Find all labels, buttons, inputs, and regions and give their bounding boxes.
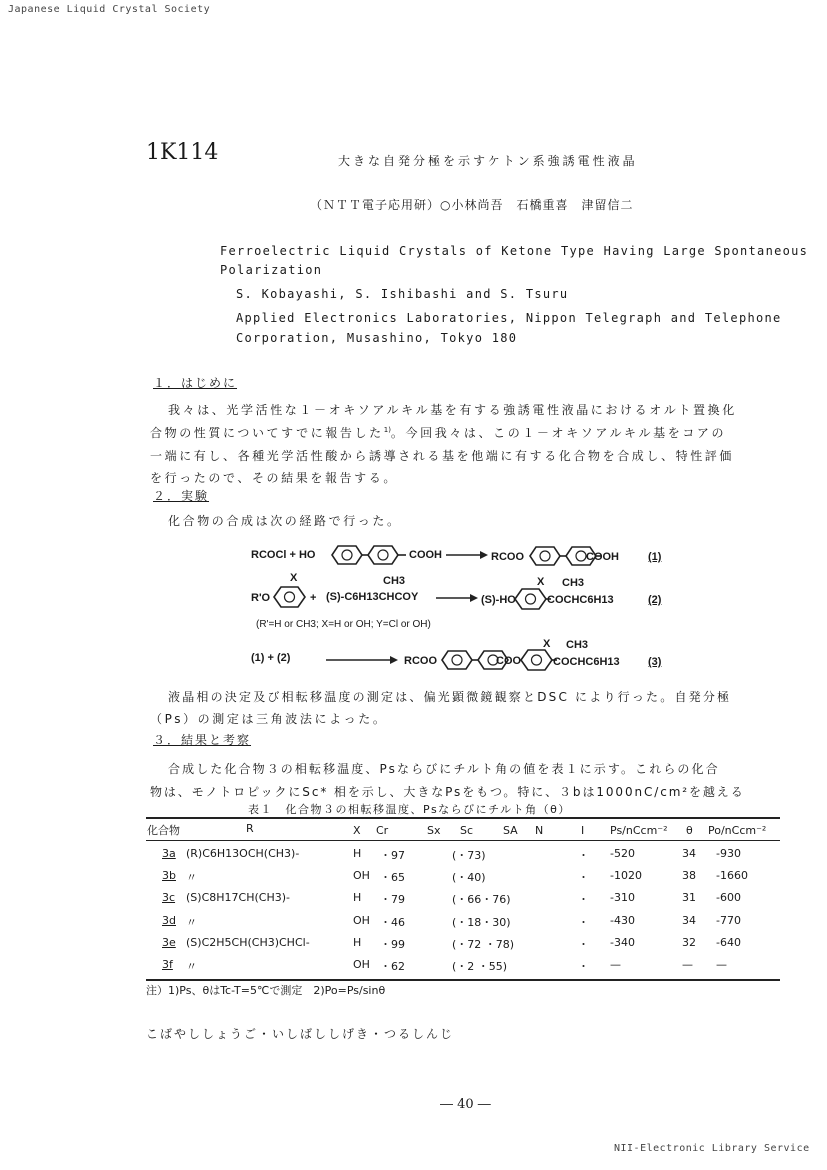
arrow-3 (326, 654, 398, 666)
cell-theta: 34 (682, 913, 696, 927)
r2-note: (R'=H or CH3; X=H or OH; Y=Cl or OH) (256, 619, 431, 630)
cell-r: (S)C8H17CH(CH3)- (186, 891, 290, 905)
society-header: Japanese Liquid Crystal Society (8, 4, 211, 15)
cell-cr: ・97 (380, 849, 405, 862)
r3-prod-mid: COO (496, 655, 522, 667)
s1-line3: 一端に有し、各種光学活性酸から誘導される基を他端に有する化合物を合成し、特性評価 (150, 449, 735, 463)
cell-po: -640 (716, 935, 741, 949)
phenyl-r2-prod (513, 587, 551, 611)
author-reading: こばやししょうご・いしばししげき・つるしんじ (146, 1027, 455, 1041)
s2-after-line2: （Ps）の測定は三角波法によった。 (150, 712, 388, 726)
r1-product-a: RCOO (491, 551, 524, 563)
compound-3-label: (3) (648, 656, 662, 668)
cell-ps: -430 (610, 913, 635, 927)
title-ja: 大きな自発分極を示すケトン系強誘電性液晶 (338, 154, 638, 168)
s2-after-line1: 液晶相の決定及び相転移温度の測定は、偏光顕微鏡観察とDSC により行った。自発分極 (168, 690, 732, 704)
th-theta: θ (686, 824, 693, 837)
th-ps: Ps/nCcm⁻² (610, 824, 668, 837)
paper-id: 1K114 (146, 140, 219, 165)
cell-x: OH (353, 958, 370, 971)
cell-ps: -340 (610, 935, 635, 949)
section3-heading: ３．結果と考察 (153, 733, 252, 747)
authors-en: S. Kobayashi, S. Ishibashi and S. Tsuru (236, 287, 569, 301)
r2-plus: + (310, 592, 317, 604)
table-caption: 表１ 化合物３の相転移温度、Psならびにチルト角（θ） (248, 803, 571, 816)
library-footer: NII-Electronic Library Service (614, 1143, 810, 1154)
s3-line1: 合成した化合物３の相転移温度、Psならびにチルト角の値を表１に示す。これらの化合 (168, 762, 720, 776)
s1-line2-tail: 。今回我々は、この１－オキソアルキル基をコアの (390, 426, 727, 440)
cell-id: 3b (162, 869, 176, 883)
section2-heading: ２．実験 (153, 489, 210, 503)
th-x: X (353, 824, 361, 837)
cell-theta: 31 (682, 891, 696, 905)
cell-theta: 34 (682, 847, 696, 860)
cell-phases: (・72 ・78) (452, 937, 515, 951)
r2-ch3: CH3 (383, 575, 406, 587)
cell-po: -600 (716, 891, 741, 905)
r2-reagent: (S)-C6H13CHCOY (326, 591, 419, 603)
cell-phases: (・66・76) (452, 893, 511, 907)
affiliation-authors: （ＮＴＴ電子応用研）○小林尚吾 石橋重喜 津留信二 (310, 198, 634, 212)
cell-ps: -520 (610, 847, 635, 860)
cell-cr: ・62 (380, 960, 405, 973)
r1-left: RCOCl + HO (251, 549, 316, 561)
cell-cr: ・65 (380, 871, 405, 885)
cell-po: — (716, 958, 727, 971)
r3-prod-b: COCHC6H13 (553, 656, 620, 668)
cell-id: 3f (162, 958, 173, 971)
r3-ch3: CH3 (566, 639, 589, 651)
cell-id: 3a (162, 847, 176, 860)
cell-theta: 38 (682, 869, 696, 883)
arrow-1 (446, 549, 488, 561)
cell-theta: 32 (682, 935, 696, 949)
r2-prod-ch3: CH3 (562, 577, 585, 589)
th-sa: SA (503, 824, 518, 837)
cell-i: ・ (578, 960, 589, 973)
r1-product-b: COOH (586, 551, 619, 563)
th-n: N (535, 824, 544, 837)
page-number: ― 40 ― (440, 1097, 491, 1112)
table-header-rule (146, 840, 780, 841)
cell-i: ・ (578, 849, 589, 862)
th-i: I (581, 824, 585, 837)
cell-phases: (・2 ・55) (452, 960, 508, 973)
cell-x: H (353, 847, 362, 860)
cell-x: OH (353, 913, 370, 927)
cell-phases: (・73) (452, 849, 486, 862)
cell-ps: — (610, 958, 621, 971)
cell-r: (S)C2H5CH(CH3)CHCl- (186, 935, 310, 949)
r3-x: X (543, 638, 551, 650)
cell-r: 〃 (186, 960, 197, 973)
th-sc: Sc (460, 824, 474, 837)
table-note: 注）1)Ps、θはTc-T=5℃で測定 2)Po=Ps/sinθ (146, 984, 386, 997)
s1-line2 (150, 424, 726, 441)
cell-r: (R)C6H13OCH(CH3)- (186, 847, 300, 860)
cell-id: 3c (162, 891, 176, 905)
cell-ps: -1020 (610, 869, 642, 883)
compound-1-label: (1) (648, 551, 662, 563)
th-cr: Cr (376, 824, 389, 837)
th-po: Po/nCcm⁻² (708, 824, 767, 837)
cell-i: ・ (578, 915, 589, 929)
phenyl-r2 (272, 585, 308, 609)
cell-ps: -310 (610, 891, 635, 905)
s1-line2-text: 合物の性質についてすでに報告した (150, 426, 384, 440)
s1-line4: を行ったので、その結果を報告する。 (150, 471, 398, 485)
r1-cooh: COOH (409, 549, 442, 561)
cell-x: H (353, 935, 362, 949)
table-top-rule (146, 817, 780, 819)
affil-en-line2: Corporation, Musashino, Tokyo 180 (236, 331, 518, 345)
cell-x: H (353, 891, 362, 905)
biphenyl-1 (328, 544, 408, 566)
cell-cr: ・99 (380, 937, 405, 951)
r2-prod-b: COCHC6H13 (547, 594, 614, 606)
cell-i: ・ (578, 937, 589, 951)
cell-po: -1660 (716, 869, 748, 883)
cell-cr: ・46 (380, 915, 405, 929)
affil-en-line1: Applied Electronics Laboratories, Nippon Telegraph and Telephone (236, 311, 782, 325)
r2-left: R'O (251, 592, 271, 604)
cell-x: OH (353, 869, 370, 883)
cell-po: -930 (716, 847, 741, 860)
compound-2-label: (2) (648, 594, 662, 606)
title-en-line1: Ferroelectric Liquid Crystals of Ketone Type Having Large Spontaneous (220, 244, 809, 258)
cell-r: 〃 (186, 915, 197, 929)
cell-id: 3d (162, 913, 176, 927)
cell-phases: (・18・30) (452, 915, 511, 929)
cell-phases: (・40) (452, 871, 486, 885)
phenyl-r3 (519, 648, 557, 672)
r3-left: (1) + (2) (251, 652, 291, 664)
cell-po: -770 (716, 913, 741, 927)
th-sx: Sx (427, 824, 441, 837)
cell-r: 〃 (186, 871, 197, 885)
section1-heading: １．はじめに (153, 376, 238, 390)
r3-prod-a: RCOO (404, 655, 437, 667)
s1-line1: 我々は、光学活性な１－オキソアルキル基を有する強誘電性液晶におけるオルト置換化 (168, 403, 737, 417)
cell-theta: — (682, 958, 693, 971)
title-en-line2: Polarization (220, 263, 323, 277)
th-r: R (246, 822, 254, 835)
arrow-2 (436, 592, 478, 604)
cell-i: ・ (578, 871, 589, 885)
r2-prod-a: (S)-HO (481, 594, 516, 606)
s2-intro: 化合物の合成は次の経路で行った。 (168, 514, 402, 528)
th-compound: 化合物 (147, 824, 180, 837)
table-bottom-rule (146, 979, 780, 981)
cell-id: 3e (162, 935, 176, 949)
s1-line2-sup: 1) (383, 426, 391, 434)
cell-i: ・ (578, 893, 589, 907)
s3-line2: 物は、モノトロピックにSc* 相を示し、大きなPsをもつ。特に、３bは1000nC/cm²を越える (150, 785, 745, 799)
cell-cr: ・79 (380, 893, 405, 907)
r2-x: X (290, 572, 298, 584)
r2-prod-x: X (537, 576, 545, 588)
